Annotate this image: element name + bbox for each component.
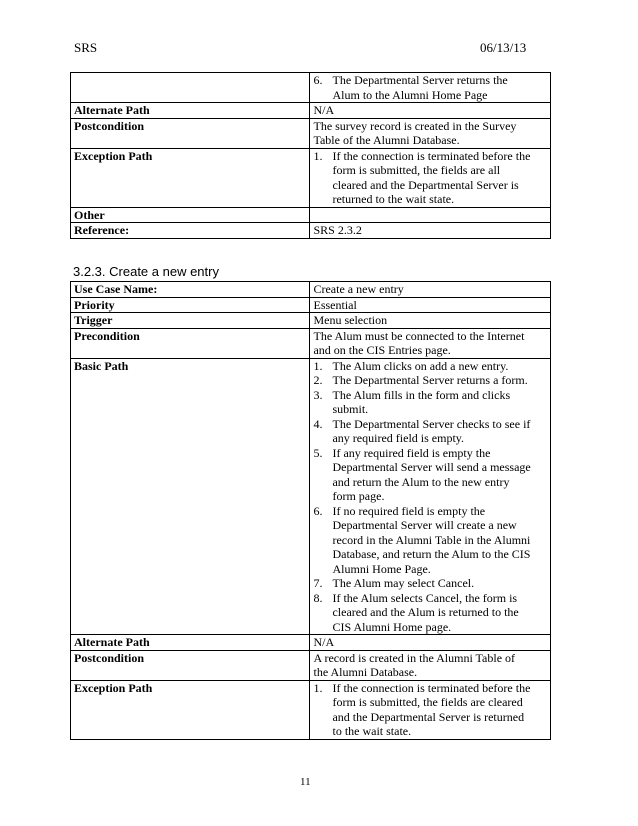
text-line: cleared and the Departmental Server is xyxy=(332,177,519,192)
text-line: form page. xyxy=(332,489,385,503)
row-label: Trigger xyxy=(71,313,310,329)
table-row xyxy=(71,313,551,329)
text-line: the Alumni Database. xyxy=(313,665,418,679)
text-line: Alum to the Alumni Home Page xyxy=(332,87,488,102)
text-line: N/A xyxy=(313,635,335,649)
text-line: any required field is empty. xyxy=(332,431,464,445)
text-line: If the connection is terminated before the xyxy=(332,680,531,695)
text-line: and return the Alum to the new entry xyxy=(332,474,510,489)
list-item-text xyxy=(332,417,547,446)
text-line: If the connection is terminated before the xyxy=(332,148,531,163)
text-line: submit. xyxy=(332,402,369,416)
text-line: Table of the Alumni Database. xyxy=(313,133,460,147)
row-label: Other xyxy=(71,207,310,223)
table-row xyxy=(71,282,551,298)
table-row xyxy=(71,73,551,103)
list-item-number: 6. xyxy=(313,503,323,518)
list-item xyxy=(313,446,547,504)
text-line: SRS 2.3.2 xyxy=(313,223,362,237)
section-heading: 3.2.3. Create a new entry xyxy=(73,264,219,279)
table-row xyxy=(71,223,551,239)
text-line: The Alum fills in the form and clicks xyxy=(332,387,511,402)
row-label xyxy=(71,73,310,103)
row-label: Postcondition xyxy=(71,118,310,148)
list-item-text xyxy=(332,388,547,417)
row-value xyxy=(310,103,551,119)
row-label: Exception Path xyxy=(71,148,310,207)
use-case-table-create-entry xyxy=(70,281,551,740)
text-line: N/A xyxy=(313,103,335,117)
row-value xyxy=(310,73,551,103)
list-item-number: 5. xyxy=(313,445,323,460)
text-line: Database, and return the Alum to the CIS xyxy=(332,547,531,561)
list-item-number: 1. xyxy=(313,680,323,695)
text-line: form is submitted, the fields are all xyxy=(332,163,501,177)
row-value xyxy=(310,118,551,148)
text-line: A record is created in the Alumni Table of xyxy=(313,650,516,665)
list-item xyxy=(313,681,547,739)
list-item-text xyxy=(332,73,547,102)
text-line: The Alum clicks on add a new entry. xyxy=(332,358,509,373)
text-line: and the Departmental Server is returned xyxy=(332,709,525,724)
row-label: Precondition xyxy=(71,328,310,358)
list-item xyxy=(313,591,547,635)
table-row xyxy=(71,103,551,119)
table-row xyxy=(71,297,551,313)
text-line: to the wait state. xyxy=(332,724,412,738)
text-line: cleared and the Alum is returned to the xyxy=(332,605,519,619)
table-row xyxy=(71,635,551,651)
text-line: If no required field is empty the xyxy=(332,503,486,518)
text-line: The Alum may select Cancel. xyxy=(332,576,475,590)
text-line: The Departmental Server checks to see if xyxy=(332,416,531,431)
use-case-table-previous xyxy=(70,72,551,239)
text-line: record in the Alumni Table in the Alumni xyxy=(332,532,531,547)
list-item-number: 1. xyxy=(313,358,323,373)
list-item-text xyxy=(332,373,547,388)
list-item-text xyxy=(332,591,547,635)
row-label: Priority xyxy=(71,297,310,313)
text-line: and on the CIS Entries page. xyxy=(313,343,451,357)
list-item-number: 4. xyxy=(313,416,323,431)
table-row xyxy=(71,148,551,207)
list-item-text xyxy=(332,359,547,374)
row-value xyxy=(310,650,551,680)
text-line: Menu selection xyxy=(313,313,388,327)
text-line: returned to the wait state. xyxy=(332,192,455,206)
table-row xyxy=(71,328,551,358)
row-value xyxy=(310,313,551,329)
list-item-text xyxy=(332,576,547,591)
text-line: The Departmental Server returns the xyxy=(332,73,508,87)
list-item xyxy=(313,504,547,577)
list-item xyxy=(313,149,547,207)
row-value xyxy=(310,358,551,635)
text-line: Departmental Server will create a new xyxy=(332,518,517,532)
list-item-text xyxy=(332,681,547,739)
text-line: CIS Alumni Home page. xyxy=(332,619,452,634)
list-item xyxy=(313,73,547,102)
text-line: form is submitted, the fields are cleared xyxy=(332,695,523,709)
row-value xyxy=(310,148,551,207)
row-value xyxy=(310,328,551,358)
list-item-text xyxy=(332,149,547,207)
text-line: Essential xyxy=(313,297,357,312)
row-label: Basic Path xyxy=(71,358,310,635)
page-number: 11 xyxy=(300,776,311,788)
row-label: Exception Path xyxy=(71,680,310,739)
header-date: 06/13/13 xyxy=(480,40,527,55)
row-value xyxy=(310,223,551,239)
row-value xyxy=(310,680,551,739)
text-line: If any required field is empty the xyxy=(332,445,491,460)
list-item-number: 2. xyxy=(313,373,323,387)
row-label: Postcondition xyxy=(71,650,310,680)
header-left: SRS xyxy=(74,40,98,55)
text-line: Create a new entry xyxy=(313,282,404,296)
list-item-text xyxy=(332,446,547,504)
table-row xyxy=(71,680,551,739)
text-line: The Alum must be connected to the Internet xyxy=(313,328,525,343)
table-row xyxy=(71,650,551,680)
text-line: The survey record is created in the Survey xyxy=(313,118,517,133)
list-item-number: 3. xyxy=(313,387,323,402)
list-item xyxy=(313,388,547,417)
text-line: Alumni Home Page. xyxy=(332,561,431,576)
list-item-number: 6. xyxy=(313,73,323,87)
row-label: Reference: xyxy=(71,223,310,239)
text-line: Departmental Server will send a message xyxy=(332,460,531,474)
row-value xyxy=(310,282,551,298)
row-label: Alternate Path xyxy=(71,635,310,651)
row-label: Alternate Path xyxy=(71,103,310,119)
list-item-number: 8. xyxy=(313,590,323,605)
text-line: The Departmental Server returns a form. xyxy=(332,373,528,387)
list-item-number: 7. xyxy=(313,576,323,590)
list-item-number: 1. xyxy=(313,148,323,163)
list-item xyxy=(313,373,547,388)
list-item-text xyxy=(332,504,547,577)
row-value xyxy=(310,297,551,313)
table-row xyxy=(71,118,551,148)
list-item xyxy=(313,417,547,446)
row-value xyxy=(310,207,551,223)
table-row xyxy=(71,207,551,223)
row-value xyxy=(310,635,551,651)
row-label: Use Case Name: xyxy=(71,282,310,298)
table-row xyxy=(71,358,551,635)
text-line xyxy=(313,208,547,223)
list-item xyxy=(313,576,547,591)
list-item xyxy=(313,359,547,374)
text-line: If the Alum selects Cancel, the form is xyxy=(332,590,518,605)
